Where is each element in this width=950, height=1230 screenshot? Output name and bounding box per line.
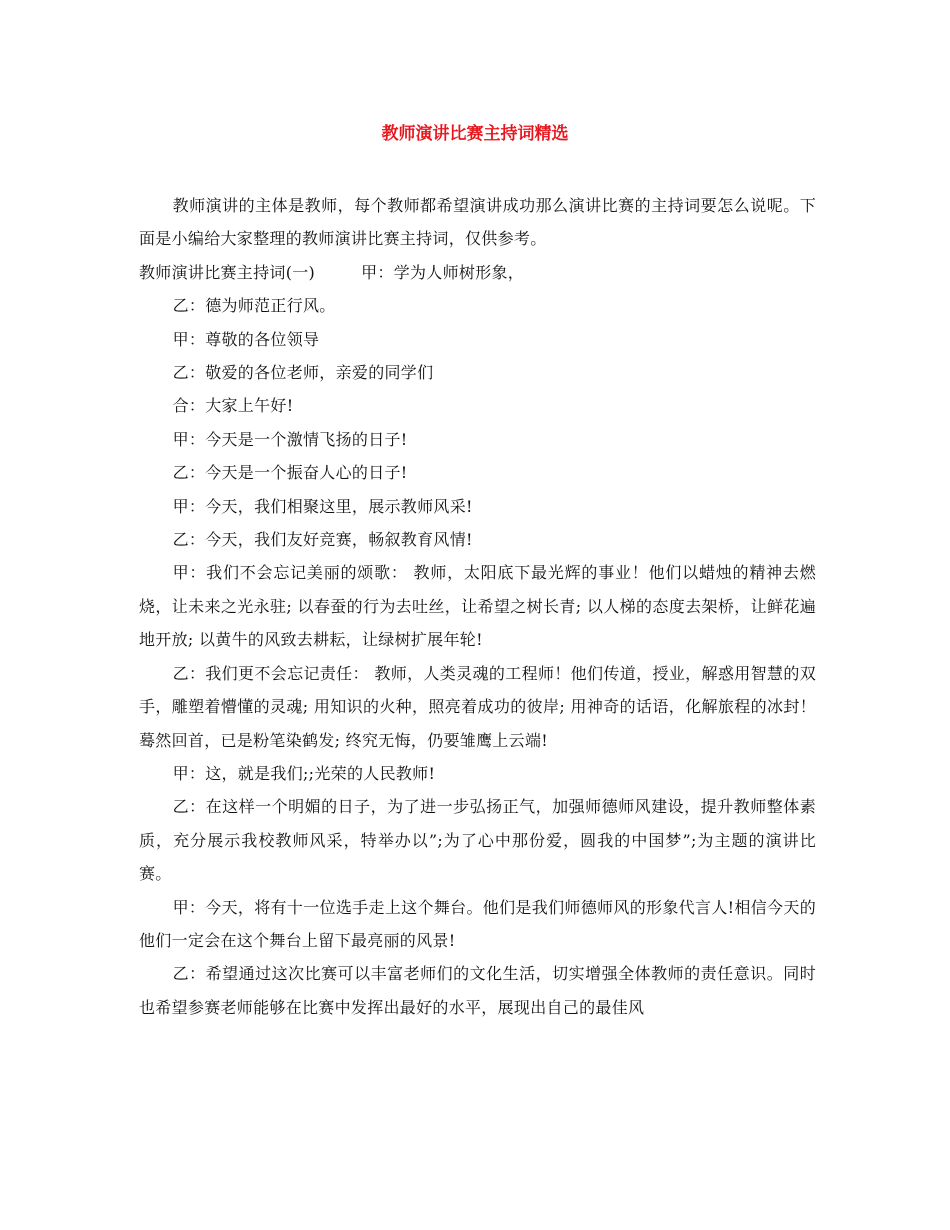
dialogue-line: 合：大家上午好! — [172, 396, 294, 416]
dialogue-paragraph: 乙：我们更不会忘记责任： 教师，人类灵魂的工程师！他们传道，授业，解惑用智慧的双手，雕塑着懵懂的灵魂; 用知识的火种，照亮着成功的彼岸; 用神奇的话语，化解旅程的冰封！蓦然回首，已是粉笔染鹤发; 终究无悔，仍要雏鹰上云端! — [139, 663, 816, 750]
section-heading-line — [139, 256, 816, 289]
dialogue-paragraph: 乙：在这样一个明媚的日子，为了进一步弘扬正气，加强师德师风建设，提升教师整体素质，充分展示我校教师风采，特举办以”;为了心中那份爱，圆我的中国梦”;为主题的演讲比赛。 — [139, 797, 816, 884]
dialogue-paragraph: 甲：我们不会忘记美丽的颂歌： 教师，太阳底下最光辉的事业！他们以蜡烛的精神去燃烧，让未来之光永驻; 以春蚕的行为去吐丝，让希望之树长青; 以人梯的态度去架桥，让鲜花遍地开放; 以黄牛的风致去耕耘，让绿树扩展年轮! — [139, 563, 816, 650]
dialogue-line: 乙：今天，我们友好竞赛，畅叙教育风情! — [172, 530, 473, 550]
dialogue-paragraph: 乙：希望通过这次比赛可以丰富老师们的文化生活，切实增强全体教师的责任意识。同时也希望参赛老师能够在比赛中发挥出最好的水平，展现出自己的最佳风 — [139, 964, 816, 1017]
dialogue-line: 甲：今天是一个激情飞扬的日子! — [172, 429, 408, 449]
section-heading: 教师演讲比赛主持词(一) — [139, 262, 316, 282]
document-body — [139, 189, 816, 1024]
dialogue-line: 甲：尊敬的各位领导 — [172, 329, 320, 349]
dialogue-line: 乙：今天是一个振奋人心的日子! — [172, 463, 408, 483]
document-title: 教师演讲比赛主持词精选 — [381, 124, 569, 144]
section-first-line: 甲：学为人师树形象， — [361, 262, 525, 282]
dialogue-line: 乙：敬爱的各位老师，亲爱的同学们 — [172, 363, 434, 383]
dialogue-paragraph: 甲：今天，将有十一位选手走上这个舞台。他们是我们师德师风的形象代言人!相信今天的他们一定会在这个舞台上留下最亮丽的风景! — [139, 897, 816, 950]
dialogue-line: 甲：这，就是我们;;光荣的人民教师! — [172, 763, 436, 783]
dialogue-line: 乙：德为师范正行风。 — [172, 296, 336, 316]
dialogue-line: 甲：今天，我们相聚这里，展示教师风采! — [172, 496, 473, 516]
intro-paragraph: 教师演讲的主体是教师，每个教师都希望演讲成功那么演讲比赛的主持词要怎么说呢。下面是小编给大家整理的教师演讲比赛主持词，仅供参考。 — [139, 196, 816, 249]
